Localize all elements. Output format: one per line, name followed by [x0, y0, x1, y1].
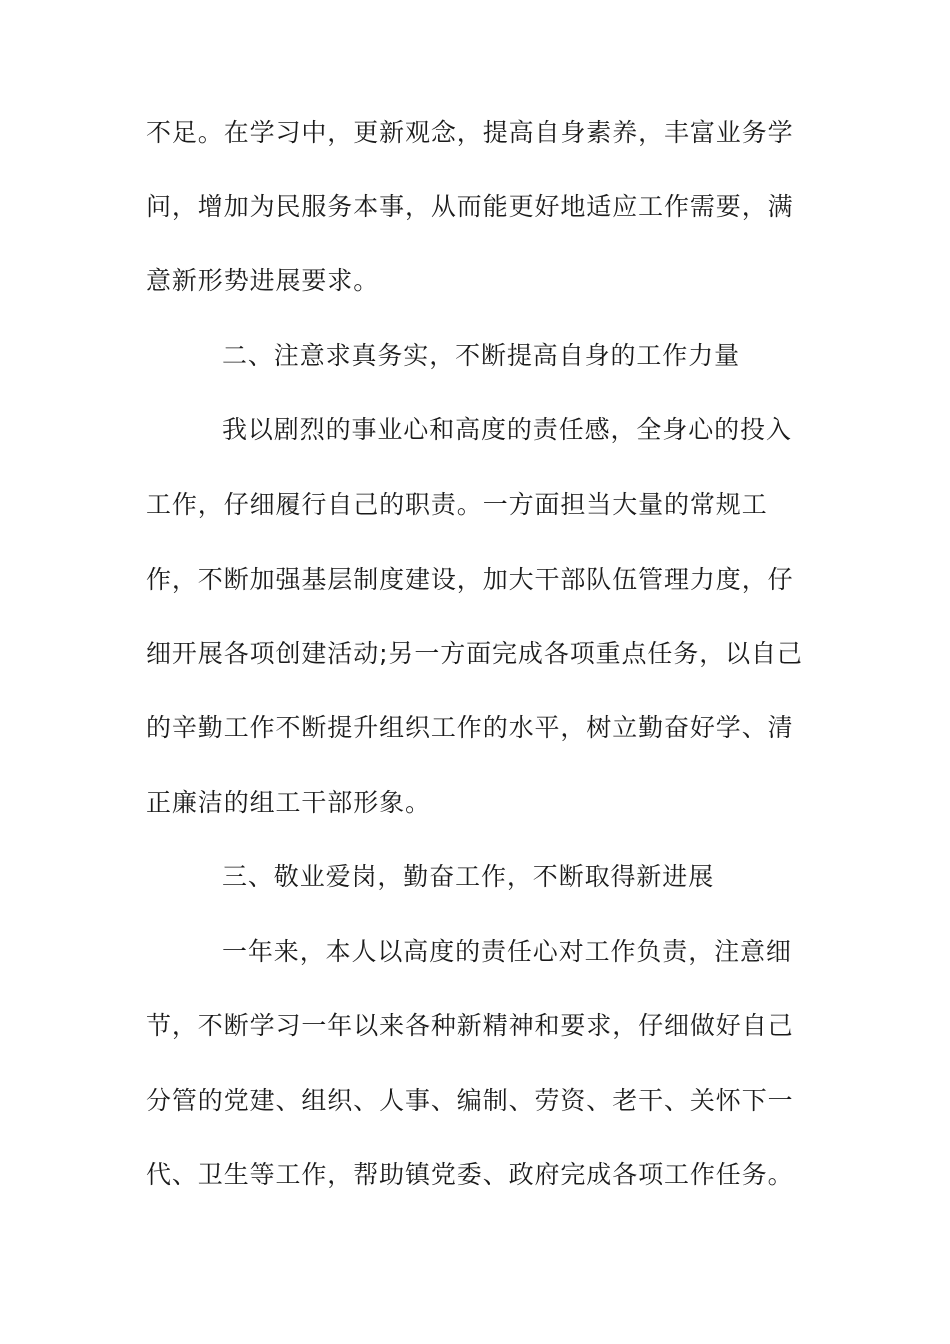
text-line: 的辛勤工作不断提升组织工作的水平，树立勤奋好学、清 — [146, 713, 794, 742]
text-line: 正廉洁的组工干部形象。 — [146, 788, 431, 817]
text-line: 意新形势进展要求。 — [146, 266, 380, 295]
text-line: 作，不断加强基层制度建设，加大干部队伍管理力度，仔 — [146, 565, 794, 594]
text-line: 节，不断学习一年以来各种新精神和要求，仔细做好自己 — [146, 1011, 794, 1040]
text-line: 不足。在学习中，更新观念，提高自身素养，丰富业务学 — [146, 118, 794, 147]
text-line: 问，增加为民服务本事，从而能更好地适应工作需要，满 — [146, 192, 794, 221]
text-line: 一年来，本人以高度的责任心对工作负责，注意细 — [222, 937, 792, 966]
section-heading: 三、敬业爱岗，勤奋工作，不断取得新进展 — [222, 862, 715, 891]
text-line: 分管的党建、组织、人事、编制、劳资、老干、关怀下一 — [146, 1086, 794, 1115]
text-line: 工作，仔细履行自己的职责。一方面担当大量的常规工 — [146, 490, 768, 519]
text-line: 我以剧烈的事业心和高度的责任感，全身心的投入 — [222, 415, 792, 444]
text-line: 细开展各项创建活动;另一方面完成各项重点任务，以自己 — [146, 639, 803, 668]
text-line: 代、卫生等工作，帮助镇党委、政府完成各项工作任务。 — [146, 1160, 794, 1189]
section-heading: 二、注意求真务实，不断提高自身的工作力量 — [222, 341, 741, 370]
